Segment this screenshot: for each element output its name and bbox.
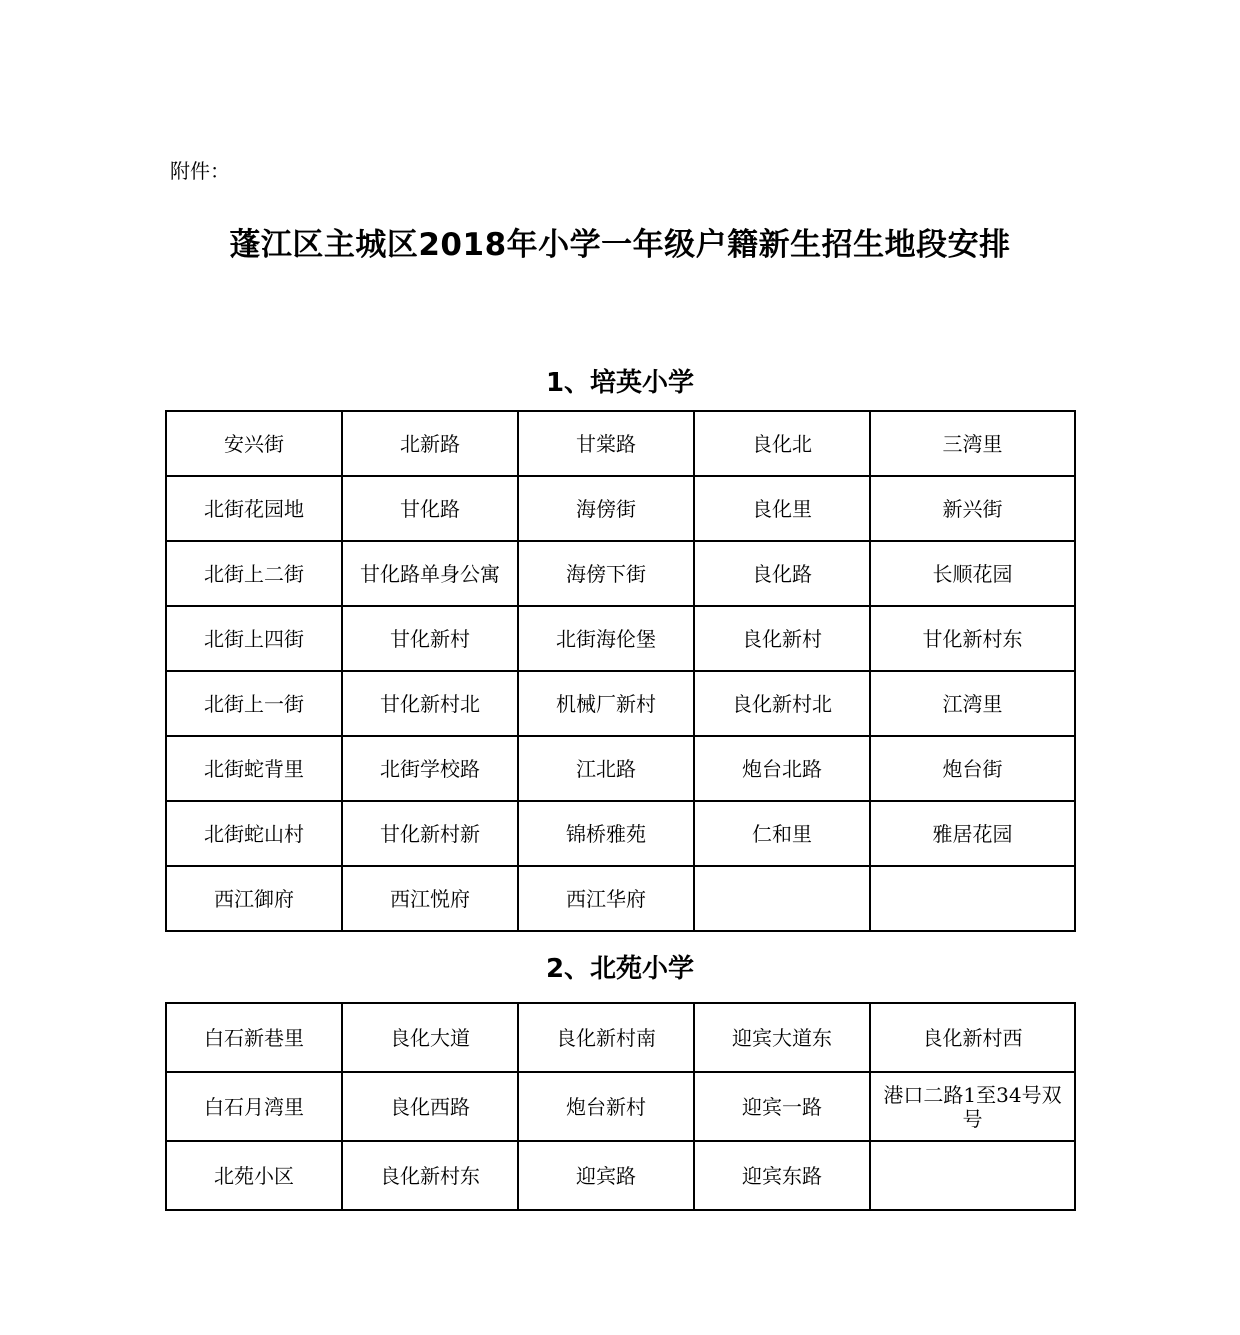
document-title: 蓬江区主城区2018年小学一年级户籍新生招生地段安排: [229, 227, 1011, 263]
table-cell: 炮台北路: [694, 736, 870, 801]
table-cell: 江北路: [518, 736, 694, 801]
table-cell: 北街海伦堡: [518, 606, 694, 671]
table-row: [166, 736, 1075, 801]
table-cell: 海傍下街: [518, 541, 694, 606]
table-cell: 白石月湾里: [166, 1072, 342, 1141]
table-cell: 良化新村东: [342, 1141, 518, 1210]
table-cell: 良化新村南: [518, 1003, 694, 1072]
table-cell: 海傍街: [518, 476, 694, 541]
street-table-peiying: [165, 410, 1076, 932]
table-cell: 北街蛇山村: [166, 801, 342, 866]
table-row: [166, 476, 1075, 541]
table-cell: 白石新巷里: [166, 1003, 342, 1072]
table-cell: 良化新村: [694, 606, 870, 671]
attachment-label: 附件：: [170, 159, 230, 183]
table-row: [166, 1003, 1075, 1072]
table-cell: 锦桥雅苑: [518, 801, 694, 866]
table-cell: 良化西路: [342, 1072, 518, 1141]
table-cell: 甘化新村北: [342, 671, 518, 736]
table-cell: 北街上四街: [166, 606, 342, 671]
table-cell: 甘化新村: [342, 606, 518, 671]
table-cell: 良化里: [694, 476, 870, 541]
section-title-peiying: 1、培英小学: [545, 368, 695, 398]
table-cell: 北街学校路: [342, 736, 518, 801]
table-cell: 炮台新村: [518, 1072, 694, 1141]
table-cell: 甘化新村新: [342, 801, 518, 866]
table-cell: 北街上一街: [166, 671, 342, 736]
table-row: [166, 411, 1075, 476]
table-row: [166, 606, 1075, 671]
table-cell: 雅居花园: [870, 801, 1075, 866]
table-cell: [694, 866, 870, 931]
table-cell: 甘棠路: [518, 411, 694, 476]
table-row: [166, 801, 1075, 866]
table-cell: 西江悦府: [342, 866, 518, 931]
table-cell: 甘化新村东: [870, 606, 1075, 671]
table-cell: 北街蛇背里: [166, 736, 342, 801]
section-title-beiyuan: 2、北苑小学: [545, 954, 695, 984]
table-cell: 北街花园地: [166, 476, 342, 541]
table-row: [166, 671, 1075, 736]
table-cell: 江湾里: [870, 671, 1075, 736]
table-cell: 三湾里: [870, 411, 1075, 476]
table-cell: 仁和里: [694, 801, 870, 866]
street-table-beiyuan: [165, 1002, 1076, 1211]
table-cell: 良化大道: [342, 1003, 518, 1072]
table-cell: [870, 866, 1075, 931]
table-cell: 甘化路: [342, 476, 518, 541]
table-cell: 港口二路1至34号双号: [870, 1072, 1075, 1141]
table-cell: 长顺花园: [870, 541, 1075, 606]
table-cell: 良化路: [694, 541, 870, 606]
table-cell: 良化北: [694, 411, 870, 476]
table-row: [166, 541, 1075, 606]
table-cell: 机械厂新村: [518, 671, 694, 736]
table-cell: 安兴街: [166, 411, 342, 476]
table-row: [166, 1141, 1075, 1210]
table-cell: 迎宾东路: [694, 1141, 870, 1210]
table-row: [166, 1072, 1075, 1141]
table-cell: 炮台街: [870, 736, 1075, 801]
table-cell: 北苑小区: [166, 1141, 342, 1210]
table-cell: 迎宾大道东: [694, 1003, 870, 1072]
table-cell: [870, 1141, 1075, 1210]
table-row: [166, 866, 1075, 931]
table-cell: 良化新村北: [694, 671, 870, 736]
table-cell: 新兴街: [870, 476, 1075, 541]
table-cell: 北街上二街: [166, 541, 342, 606]
table-cell: 西江华府: [518, 866, 694, 931]
table-cell: 甘化路单身公寓: [342, 541, 518, 606]
table-cell: 迎宾一路: [694, 1072, 870, 1141]
table-cell: 迎宾路: [518, 1141, 694, 1210]
table-cell: 西江御府: [166, 866, 342, 931]
table-cell: 良化新村西: [870, 1003, 1075, 1072]
table-cell: 北新路: [342, 411, 518, 476]
